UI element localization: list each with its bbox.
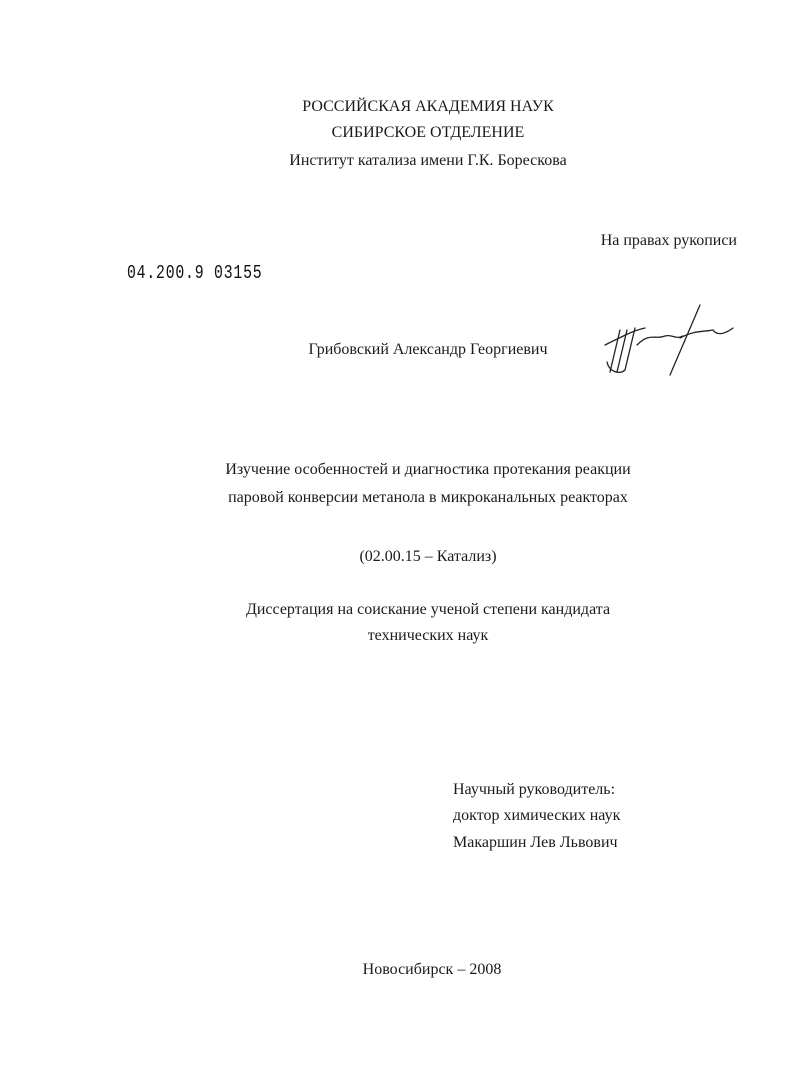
advisor-degree: доктор химических наук <box>453 807 621 824</box>
rights-notice: На правах рукописи <box>600 232 737 249</box>
title-line-2: паровой конверсии метанола в микроканальных реакторах <box>228 489 628 506</box>
degree-line-2: технических наук <box>367 627 489 644</box>
signature <box>595 300 735 380</box>
title-line-1: Изучение особенностей и диагностика протекания реакции <box>225 461 631 478</box>
city-year: Новосибирск – 2008 <box>362 961 502 978</box>
advisor-label: Научный руководитель: <box>453 781 616 798</box>
advisor-name: Макаршин Лев Львович <box>453 834 618 851</box>
branch-name: СИБИРСКОЕ ОТДЕЛЕНИЕ <box>331 124 525 141</box>
institute-name: Институт катализа имени Г.К. Борескова <box>289 152 567 169</box>
academy-name: РОССИЙСКАЯ АКАДЕМИЯ НАУК <box>302 98 554 115</box>
author-name: Грибовский Александр Георгиевич <box>308 341 548 358</box>
library-stamp: 04.200.9 03155 <box>127 262 263 284</box>
specialty-code: (02.00.15 – Катализ) <box>359 548 497 565</box>
degree-line-1: Диссертация на соискание ученой степени кандидата <box>245 601 611 618</box>
